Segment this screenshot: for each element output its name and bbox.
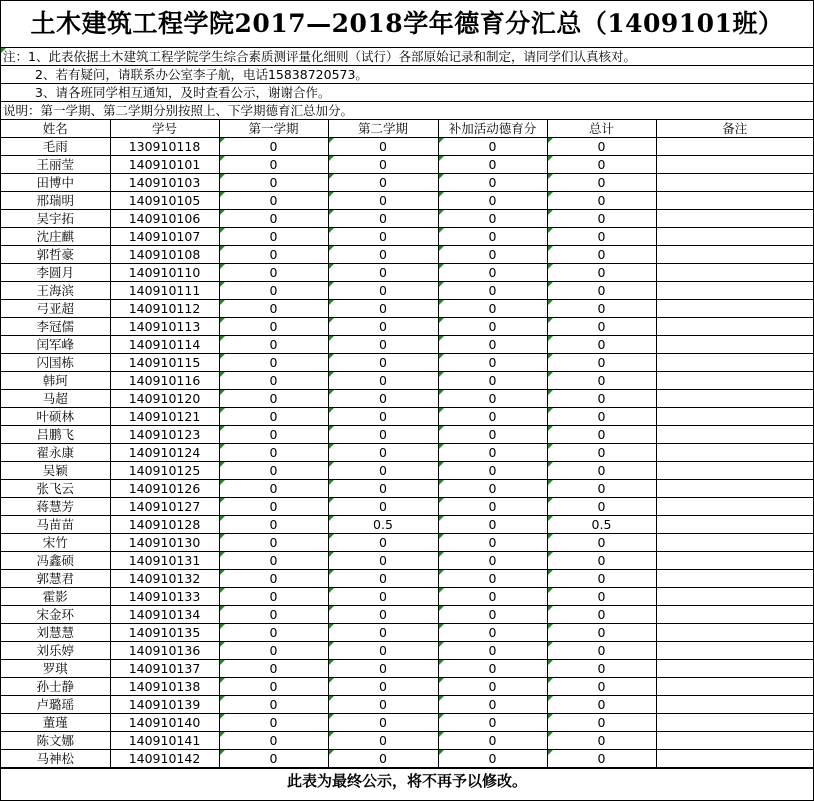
remark-cell — [656, 498, 813, 516]
student-id-cell: 140910135 — [110, 624, 219, 642]
semester1-cell: 0 — [219, 750, 328, 768]
extra-points-cell: 0 — [438, 408, 547, 426]
student-name-cell: 沈庄麒 — [1, 228, 110, 246]
remark-cell — [656, 300, 813, 318]
student-name-cell: 闰军峰 — [1, 336, 110, 354]
semester2-cell: 0 — [328, 552, 438, 570]
total-cell: 0 — [547, 624, 656, 642]
total-cell: 0 — [547, 480, 656, 498]
remark-cell — [656, 624, 813, 642]
semester1-cell: 0 — [219, 606, 328, 624]
semester1-cell: 0 — [219, 462, 328, 480]
remark-cell — [656, 444, 813, 462]
semester2-cell: 0 — [328, 444, 438, 462]
total-cell: 0 — [547, 678, 656, 696]
table-row — [1, 336, 813, 354]
student-id-cell: 140910132 — [110, 570, 219, 588]
table-row — [1, 408, 813, 426]
table-row — [1, 192, 813, 210]
extra-points-cell: 0 — [438, 192, 547, 210]
student-name-cell: 宋金环 — [1, 606, 110, 624]
footer-notice: 此表为最终公示，将不再予以修改。 — [1, 768, 813, 793]
table-row — [1, 714, 813, 732]
extra-points-cell: 0 — [438, 480, 547, 498]
student-id-cell: 140910136 — [110, 642, 219, 660]
table-row — [1, 678, 813, 696]
table-row — [1, 462, 813, 480]
student-id-cell: 140910107 — [110, 228, 219, 246]
total-cell: 0 — [547, 498, 656, 516]
semester2-cell: 0 — [328, 498, 438, 516]
student-id-cell: 140910115 — [110, 354, 219, 372]
extra-points-cell: 0 — [438, 426, 547, 444]
table-row — [1, 534, 813, 552]
total-cell: 0 — [547, 714, 656, 732]
semester2-cell: 0 — [328, 390, 438, 408]
remark-cell — [656, 192, 813, 210]
total-cell: 0 — [547, 642, 656, 660]
student-name-cell: 弓亚超 — [1, 300, 110, 318]
table-row — [1, 642, 813, 660]
remark-cell — [656, 318, 813, 336]
semester1-cell: 0 — [219, 390, 328, 408]
semester1-cell: 0 — [219, 336, 328, 354]
semester1-cell: 0 — [219, 372, 328, 390]
table-row — [1, 390, 813, 408]
extra-points-cell: 0 — [438, 138, 547, 156]
remark-cell — [656, 732, 813, 750]
student-name-cell: 张飞云 — [1, 480, 110, 498]
table-row — [1, 210, 813, 228]
total-cell: 0 — [547, 192, 656, 210]
total-cell: 0 — [547, 534, 656, 552]
remark-cell — [656, 534, 813, 552]
student-name-cell: 王丽莹 — [1, 156, 110, 174]
student-name-cell: 霍影 — [1, 588, 110, 606]
student-name-cell: 孙士静 — [1, 678, 110, 696]
student-id-cell: 140910105 — [110, 192, 219, 210]
remark-cell — [656, 462, 813, 480]
table-row — [1, 318, 813, 336]
student-id-cell: 140910127 — [110, 498, 219, 516]
table-row — [1, 156, 813, 174]
remark-cell — [656, 246, 813, 264]
col-header-semester2: 第二学期 — [328, 120, 438, 138]
total-cell: 0 — [547, 696, 656, 714]
total-cell: 0 — [547, 606, 656, 624]
table-row — [1, 264, 813, 282]
total-cell: 0 — [547, 552, 656, 570]
table-row — [1, 300, 813, 318]
extra-points-cell: 0 — [438, 264, 547, 282]
semester2-cell: 0 — [328, 480, 438, 498]
header-row — [1, 120, 813, 138]
total-cell: 0 — [547, 228, 656, 246]
student-id-cell: 140910111 — [110, 282, 219, 300]
semester1-cell: 0 — [219, 714, 328, 732]
extra-points-cell: 0 — [438, 444, 547, 462]
remark-cell — [656, 516, 813, 534]
semester2-cell: 0 — [328, 246, 438, 264]
table-row — [1, 516, 813, 534]
student-name-cell: 董瑾 — [1, 714, 110, 732]
total-cell: 0 — [547, 372, 656, 390]
semester2-cell: 0 — [328, 714, 438, 732]
semester2-cell: 0 — [328, 660, 438, 678]
total-cell: 0 — [547, 264, 656, 282]
table-row — [1, 138, 813, 156]
student-name-cell: 邢瑞明 — [1, 192, 110, 210]
student-id-cell: 140910139 — [110, 696, 219, 714]
col-header-name: 姓名 — [1, 120, 110, 138]
semester2-cell: 0 — [328, 318, 438, 336]
remark-cell — [656, 660, 813, 678]
student-name-cell: 陈文娜 — [1, 732, 110, 750]
table-row — [1, 498, 813, 516]
semester1-cell: 0 — [219, 534, 328, 552]
semester1-cell: 0 — [219, 642, 328, 660]
extra-points-cell: 0 — [438, 588, 547, 606]
student-id-cell: 140910110 — [110, 264, 219, 282]
semester1-cell: 0 — [219, 660, 328, 678]
semester1-cell: 0 — [219, 156, 328, 174]
student-name-cell: 吴宇拓 — [1, 210, 110, 228]
extra-points-cell: 0 — [438, 246, 547, 264]
semester1-cell: 0 — [219, 624, 328, 642]
semester2-cell: 0 — [328, 210, 438, 228]
table-row — [1, 660, 813, 678]
student-id-cell: 140910108 — [110, 246, 219, 264]
table-row — [1, 372, 813, 390]
student-name-cell: 宋竹 — [1, 534, 110, 552]
extra-points-cell: 0 — [438, 282, 547, 300]
table-row — [1, 732, 813, 750]
extra-points-cell: 0 — [438, 318, 547, 336]
student-name-cell: 闪国栋 — [1, 354, 110, 372]
total-cell: 0 — [547, 570, 656, 588]
total-cell: 0 — [547, 660, 656, 678]
student-id-cell: 140910106 — [110, 210, 219, 228]
note-line-3: 3、请各班同学相互通知，及时查看公示，谢谢合作。 — [1, 84, 813, 102]
table-row — [1, 750, 813, 768]
semester1-cell: 0 — [219, 300, 328, 318]
semester2-cell: 0 — [328, 174, 438, 192]
extra-points-cell: 0 — [438, 336, 547, 354]
semester1-cell: 0 — [219, 516, 328, 534]
semester2-cell: 0 — [328, 606, 438, 624]
page-title: 土木建筑工程学院2017—2018学年德育分汇总（1409101班） — [1, 1, 813, 48]
table-row — [1, 282, 813, 300]
semester1-cell: 0 — [219, 264, 328, 282]
remark-cell — [656, 714, 813, 732]
extra-points-cell: 0 — [438, 660, 547, 678]
total-cell: 0 — [547, 282, 656, 300]
remark-cell — [656, 354, 813, 372]
student-id-cell: 140910121 — [110, 408, 219, 426]
remark-cell — [656, 390, 813, 408]
semester2-cell: 0.5 — [328, 516, 438, 534]
student-id-cell: 140910116 — [110, 372, 219, 390]
semester2-cell: 0 — [328, 192, 438, 210]
student-id-cell: 140910131 — [110, 552, 219, 570]
semester1-cell: 0 — [219, 408, 328, 426]
remark-cell — [656, 606, 813, 624]
remark-cell — [656, 552, 813, 570]
semester2-cell: 0 — [328, 624, 438, 642]
semester1-cell: 0 — [219, 138, 328, 156]
col-header-extra: 补加活动德育分 — [438, 120, 547, 138]
total-cell: 0 — [547, 246, 656, 264]
remark-cell — [656, 570, 813, 588]
score-table — [1, 120, 813, 768]
extra-points-cell: 0 — [438, 552, 547, 570]
extra-points-cell: 0 — [438, 354, 547, 372]
total-cell: 0 — [547, 444, 656, 462]
student-id-cell: 140910113 — [110, 318, 219, 336]
col-header-total: 总计 — [547, 120, 656, 138]
col-header-remark: 备注 — [656, 120, 813, 138]
student-name-cell: 蒋慧芳 — [1, 498, 110, 516]
semester1-cell: 0 — [219, 498, 328, 516]
student-id-cell: 140910141 — [110, 732, 219, 750]
semester2-cell: 0 — [328, 300, 438, 318]
semester1-cell: 0 — [219, 174, 328, 192]
student-id-cell: 140910101 — [110, 156, 219, 174]
extra-points-cell: 0 — [438, 516, 547, 534]
table-row — [1, 174, 813, 192]
student-id-cell: 140910125 — [110, 462, 219, 480]
extra-points-cell: 0 — [438, 732, 547, 750]
total-cell: 0 — [547, 426, 656, 444]
total-cell: 0.5 — [547, 516, 656, 534]
note-line-2: 2、若有疑问，请联系办公室李子航，电话15838720573。 — [1, 66, 813, 84]
semester1-cell: 0 — [219, 282, 328, 300]
semester1-cell: 0 — [219, 228, 328, 246]
student-name-cell: 李圆月 — [1, 264, 110, 282]
semester2-cell: 0 — [328, 750, 438, 768]
semester2-cell: 0 — [328, 678, 438, 696]
total-cell: 0 — [547, 732, 656, 750]
remark-cell — [656, 588, 813, 606]
extra-points-cell: 0 — [438, 210, 547, 228]
semester2-cell: 0 — [328, 336, 438, 354]
extra-points-cell: 0 — [438, 156, 547, 174]
student-id-cell: 140910120 — [110, 390, 219, 408]
semester2-cell: 0 — [328, 372, 438, 390]
remark-cell — [656, 282, 813, 300]
total-cell: 0 — [547, 462, 656, 480]
student-id-cell: 140910124 — [110, 444, 219, 462]
semester1-cell: 0 — [219, 318, 328, 336]
semester2-cell: 0 — [328, 282, 438, 300]
table-row — [1, 246, 813, 264]
col-header-id: 学号 — [110, 120, 219, 138]
student-id-cell: 130910118 — [110, 138, 219, 156]
total-cell: 0 — [547, 210, 656, 228]
note-line-1: 注：1、此表依据土木建筑工程学院学生综合素质测评量化细则（试行）各部原始记录和制定，请同学们认真核对。 — [1, 48, 813, 66]
student-name-cell: 韩珂 — [1, 372, 110, 390]
remark-cell — [656, 750, 813, 768]
student-name-cell: 刘慧慧 — [1, 624, 110, 642]
extra-points-cell: 0 — [438, 570, 547, 588]
remark-cell — [656, 336, 813, 354]
extra-points-cell: 0 — [438, 750, 547, 768]
student-name-cell: 毛雨 — [1, 138, 110, 156]
extra-points-cell: 0 — [438, 678, 547, 696]
remark-cell — [656, 642, 813, 660]
semester1-cell: 0 — [219, 588, 328, 606]
semester1-cell: 0 — [219, 354, 328, 372]
extra-points-cell: 0 — [438, 606, 547, 624]
semester1-cell: 0 — [219, 426, 328, 444]
student-id-cell: 140910134 — [110, 606, 219, 624]
remark-cell — [656, 156, 813, 174]
student-id-cell: 140910133 — [110, 588, 219, 606]
student-name-cell: 郭哲豪 — [1, 246, 110, 264]
semester2-cell: 0 — [328, 264, 438, 282]
student-name-cell: 刘乐婷 — [1, 642, 110, 660]
student-name-cell: 郭慧君 — [1, 570, 110, 588]
remark-cell — [656, 138, 813, 156]
total-cell: 0 — [547, 318, 656, 336]
total-cell: 0 — [547, 408, 656, 426]
student-id-cell: 140910130 — [110, 534, 219, 552]
table-row — [1, 588, 813, 606]
extra-points-cell: 0 — [438, 714, 547, 732]
table-row — [1, 480, 813, 498]
table-row — [1, 228, 813, 246]
semester2-cell: 0 — [328, 462, 438, 480]
extra-points-cell: 0 — [438, 624, 547, 642]
semester2-cell: 0 — [328, 408, 438, 426]
semester1-cell: 0 — [219, 444, 328, 462]
total-cell: 0 — [547, 138, 656, 156]
semester2-cell: 0 — [328, 354, 438, 372]
semester2-cell: 0 — [328, 588, 438, 606]
extra-points-cell: 0 — [438, 534, 547, 552]
remark-cell — [656, 210, 813, 228]
remark-cell — [656, 174, 813, 192]
extra-points-cell: 0 — [438, 390, 547, 408]
semester2-cell: 0 — [328, 570, 438, 588]
table-row — [1, 354, 813, 372]
student-name-cell: 罗琪 — [1, 660, 110, 678]
student-name-cell: 王海滨 — [1, 282, 110, 300]
semester1-cell: 0 — [219, 210, 328, 228]
total-cell: 0 — [547, 156, 656, 174]
total-cell: 0 — [547, 390, 656, 408]
student-id-cell: 140910114 — [110, 336, 219, 354]
remark-cell — [656, 408, 813, 426]
semester2-cell: 0 — [328, 138, 438, 156]
table-row — [1, 624, 813, 642]
student-id-cell: 140910126 — [110, 480, 219, 498]
student-name-cell: 翟永康 — [1, 444, 110, 462]
extra-points-cell: 0 — [438, 498, 547, 516]
semester1-cell: 0 — [219, 552, 328, 570]
semester1-cell: 0 — [219, 570, 328, 588]
table-row — [1, 444, 813, 462]
extra-points-cell: 0 — [438, 300, 547, 318]
table-row — [1, 552, 813, 570]
table-row — [1, 696, 813, 714]
total-cell: 0 — [547, 300, 656, 318]
total-cell: 0 — [547, 174, 656, 192]
extra-points-cell: 0 — [438, 228, 547, 246]
student-id-cell: 140910142 — [110, 750, 219, 768]
total-cell: 0 — [547, 336, 656, 354]
student-name-cell: 田博中 — [1, 174, 110, 192]
semester1-cell: 0 — [219, 480, 328, 498]
semester2-cell: 0 — [328, 696, 438, 714]
total-cell: 0 — [547, 750, 656, 768]
total-cell: 0 — [547, 354, 656, 372]
student-name-cell: 马超 — [1, 390, 110, 408]
remark-cell — [656, 678, 813, 696]
semester2-cell: 0 — [328, 228, 438, 246]
student-id-cell: 140910123 — [110, 426, 219, 444]
student-name-cell: 吴颖 — [1, 462, 110, 480]
remark-cell — [656, 696, 813, 714]
extra-points-cell: 0 — [438, 642, 547, 660]
extra-points-cell: 0 — [438, 462, 547, 480]
student-id-cell: 140910112 — [110, 300, 219, 318]
student-id-cell: 140910140 — [110, 714, 219, 732]
explanation-line: 说明：第一学期、第二学期分别按照上、下学期德育汇总加分。 — [1, 102, 813, 120]
extra-points-cell: 0 — [438, 174, 547, 192]
student-name-cell: 马苗苗 — [1, 516, 110, 534]
table-row — [1, 606, 813, 624]
semester2-cell: 0 — [328, 534, 438, 552]
student-id-cell: 140910138 — [110, 678, 219, 696]
semester2-cell: 0 — [328, 642, 438, 660]
student-id-cell: 140910128 — [110, 516, 219, 534]
semester1-cell: 0 — [219, 246, 328, 264]
remark-cell — [656, 426, 813, 444]
student-name-cell: 吕鹏飞 — [1, 426, 110, 444]
remark-cell — [656, 372, 813, 390]
extra-points-cell: 0 — [438, 372, 547, 390]
student-name-cell: 李冠儒 — [1, 318, 110, 336]
table-row — [1, 570, 813, 588]
table-row — [1, 426, 813, 444]
student-name-cell: 冯鑫硕 — [1, 552, 110, 570]
student-id-cell: 140910137 — [110, 660, 219, 678]
remark-cell — [656, 228, 813, 246]
extra-points-cell: 0 — [438, 696, 547, 714]
semester2-cell: 0 — [328, 156, 438, 174]
semester1-cell: 0 — [219, 732, 328, 750]
semester2-cell: 0 — [328, 732, 438, 750]
col-header-semester1: 第一学期 — [219, 120, 328, 138]
student-name-cell: 卢璐瑶 — [1, 696, 110, 714]
total-cell: 0 — [547, 588, 656, 606]
semester1-cell: 0 — [219, 678, 328, 696]
semester1-cell: 0 — [219, 696, 328, 714]
remark-cell — [656, 480, 813, 498]
student-id-cell: 140910103 — [110, 174, 219, 192]
semester2-cell: 0 — [328, 426, 438, 444]
remark-cell — [656, 264, 813, 282]
student-name-cell: 叶硕林 — [1, 408, 110, 426]
student-name-cell: 马神松 — [1, 750, 110, 768]
semester1-cell: 0 — [219, 192, 328, 210]
